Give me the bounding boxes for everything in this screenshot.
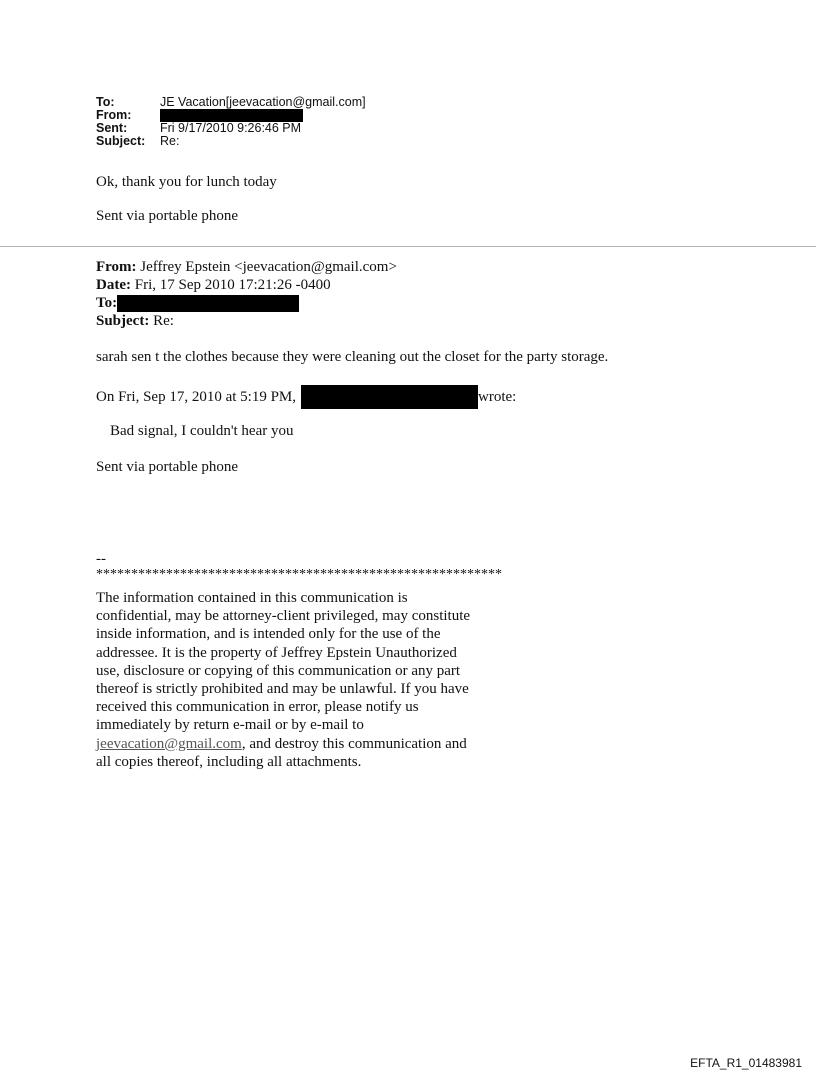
quoted-date-value: Fri, 17 Sep 2010 17:21:26 -0400 xyxy=(134,277,331,293)
email-link[interactable]: jeevacation@gmail.com xyxy=(96,735,242,752)
quoted-to-label: To: xyxy=(96,295,118,311)
quoted-header xyxy=(96,258,397,330)
divider xyxy=(0,246,816,247)
sent-label: Sent: xyxy=(96,121,128,135)
quoted-from-value: Jeffrey Epstein <jeevacation@gmail.com> xyxy=(140,259,397,275)
subject-row xyxy=(96,135,366,148)
quoted-attribution xyxy=(96,385,516,409)
disclaimer-end: , and destroy this communication and all copies thereof, including all attachments. xyxy=(96,735,467,770)
attribution-suffix: wrote: xyxy=(478,388,517,405)
to-value: JE Vacation[jeevacation@gmail.com] xyxy=(160,95,366,109)
quoted-date-label: Date: xyxy=(96,277,131,293)
inner-quote: Bad signal, I couldn't hear you xyxy=(110,423,294,439)
quoted-from-row xyxy=(96,258,397,276)
subject-label: Subject: xyxy=(96,134,146,148)
disclaimer-text xyxy=(96,589,476,771)
quoted-subject-value: Re: xyxy=(153,313,174,329)
sent-value: Fri 9/17/2010 9:26:46 PM xyxy=(160,121,302,135)
to-label: To: xyxy=(96,95,115,109)
redaction-box xyxy=(301,385,478,409)
reply-body: Ok, thank you for lunch today xyxy=(96,174,277,190)
quoted-signature: Sent via portable phone xyxy=(96,459,239,475)
quoted-to-row xyxy=(96,294,397,312)
subject-value: Re: xyxy=(160,134,180,148)
quoted-date-row xyxy=(96,276,397,294)
quoted-from-label: From: xyxy=(96,259,137,275)
quoted-body: sarah sen t the clothes because they were cleaning out the closet for the party storage. xyxy=(96,349,609,365)
signature-stars: ********************************************************** xyxy=(96,567,502,582)
quoted-subject-label: Subject: xyxy=(96,313,150,329)
email-header xyxy=(96,96,366,148)
document-id: EFTA_R1_01483981 xyxy=(690,1056,802,1070)
from-label: From: xyxy=(96,108,132,122)
reply-signature: Sent via portable phone xyxy=(96,208,239,224)
redaction-box xyxy=(117,295,299,312)
to-row xyxy=(96,96,366,109)
attribution-prefix: On Fri, Sep 17, 2010 at 5:19 PM, xyxy=(96,388,297,405)
disclaimer-body: The information contained in this communication is confidential, may be attorney-client privileged, may constitute inside information, and is intended only for the use of the addressee. It is the property of Jeffrey Epstein Unauthorized use, disclosure or copying of this communication or any part thereof is strictly prohibited and may be unlawful. If you have received this communication in error, please notify us immediately by return e-mail or by e-mail to xyxy=(96,590,471,734)
quoted-subject-row xyxy=(96,312,397,330)
signature-dashes: -- xyxy=(96,551,106,567)
